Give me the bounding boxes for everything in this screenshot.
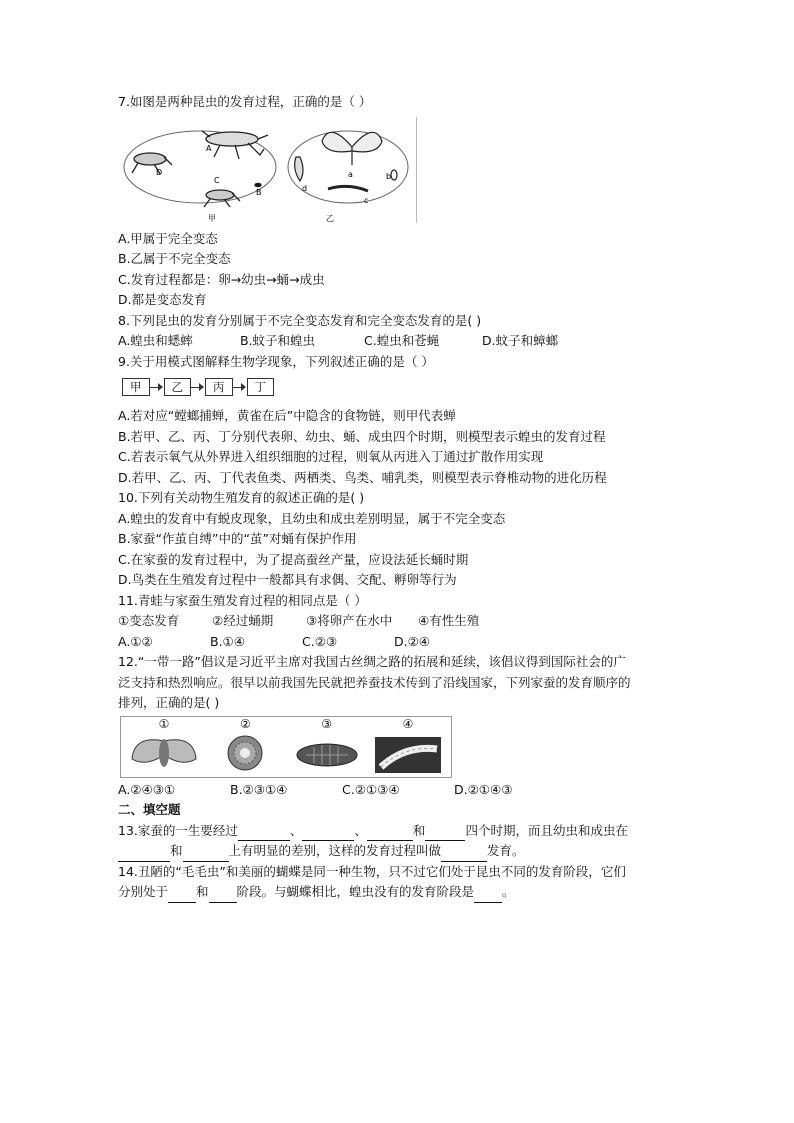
q12-stem-line1: 12.“一带一路”倡议是习近平主席对我国古丝绸之路的拓展和延续，该倡议得到国际社会的广 [118,654,626,669]
answer-blank[interactable] [441,847,487,862]
q10-option-c: C.在家蚕的发育过程中，为了提高蚕丝产量，应设法延长蛹时期 [118,551,469,567]
q11-items [118,611,708,632]
q8-option-a: A.蝗虫和蟋蟀 [118,333,193,348]
q12-option-c: C.②①③④ [342,781,400,797]
label-yi: 乙 [326,213,334,223]
answer-blank[interactable] [183,847,229,862]
q12-silkworm-stages-figure [120,716,452,778]
q13-line2: 和 上有明显的差别，这样的发育过程叫做 发育。 [118,841,708,862]
label-jia: 甲 [208,213,216,223]
arrow-right-icon [150,379,164,395]
svg-text:a: a [348,169,353,179]
q7-diagram [120,117,416,223]
q14-line1: 14.丑陋的“毛毛虫”和美丽的蝴蝶是同一种生物，只不过它们处于昆虫不同的发育阶段，它们 [118,863,626,879]
worksheet [118,92,708,903]
stage-1: ① [125,717,203,777]
q12-option-a: A.②④③① [118,781,176,797]
q10-option-a: A.蝗虫的发育中有蜕皮现象，且幼虫和成虫差别明显，属于不完全变态 [118,510,506,526]
q14-line2: 分别处于 和 阶段。与蝴蝶相比，蝗虫没有的发育阶段是 。 [118,882,708,903]
q8-option-c: C.蝗虫和苍蝇 [364,333,440,348]
q7-option-b: B.乙属于不完全变态 [118,251,231,266]
answer-blank[interactable] [209,888,237,903]
q11-options [118,632,708,653]
q11-stem: 11.青蛙与家蚕生殖发育过程的相同点是（ ） [118,592,367,608]
q11-item-1: ①变态发育 [118,613,180,628]
answer-blank[interactable] [168,888,196,903]
arrow-right-icon [233,379,247,395]
q11-item-2: ②经过蛹期 [212,613,274,628]
answer-blank[interactable] [302,826,354,841]
svg-text:B: B [256,187,262,197]
q7-option-a: A.甲属于完全变态 [118,230,218,246]
stage-2: ② [206,717,284,777]
q10-stem: 10.下列有关动物生殖发育的叙述正确的是( ) [118,490,365,505]
q7-option-d: D.都是变态发育 [118,292,207,307]
larva-on-leaf-icon [373,731,443,775]
q8-option-d: D.蚊子和蟑螂 [482,333,559,348]
q11-option-c: C.②③ [302,633,338,649]
answer-blank[interactable] [425,826,465,841]
q11-option-b: B.①④ [210,633,245,649]
q12-stem-line3: 排列，正确的是( ) [118,695,220,710]
flow-box-ding: 丁 [247,378,275,396]
svg-text:c: c [364,195,369,205]
q7-figure-insect-life-cycles [120,117,417,223]
q9-stem: 9.关于用模式图解释生物学现象，下列叙述正确的是（ ） [118,353,434,369]
answer-blank[interactable] [367,826,413,841]
svg-text:A: A [206,143,212,153]
egg-cluster-icon [210,731,280,775]
answer-blank[interactable] [238,826,290,841]
svg-text:D: D [156,167,163,177]
pupa-icon [292,731,362,775]
q11-option-d: D.②④ [394,633,431,649]
q8-stem: 8.下列昆虫的发育分别属于不完全变态发育和完全变态发育的是( ) [118,312,482,328]
q10-option-d: D.鸟类在生殖发育过程中一般都具有求偶、交配、孵卵等行为 [118,572,457,587]
q12-stem-line2: 泛支持和热烈响应。很早以前我国先民就把养蚕技术传到了沿线国家，下列家蚕的发育顺序的 [118,674,631,690]
arrow-right-icon [191,379,205,395]
q12-options [118,780,708,801]
q7-option-c: C.发育过程都是：卵→幼虫→蛹→成虫 [118,271,325,287]
stage-4: ④ [369,717,447,777]
q11-item-3: ③将卵产在水中 [306,613,393,628]
butterfly-icon [295,132,397,191]
q12-option-d: D.②①④③ [454,781,513,797]
answer-blank[interactable] [118,847,170,862]
answer-blank[interactable] [474,888,502,903]
q7-stem: 7.如图是两种昆虫的发育过程，正确的是（ ） [118,94,372,109]
q8-options [118,331,708,352]
q9-option-c: C.若表示氧气从外界进入组织细胞的过程，则氧从丙进入丁通过扩散作用实现 [118,449,544,464]
q12-option-b: B.②③①④ [230,781,288,797]
q9-option-a: A.若对应“螳螂捕蝉，黄雀在后”中隐含的食物链，则甲代表蝉 [118,408,456,423]
q9-option-b: B.若甲、乙、丙、丁分别代表卵、幼虫、蛹、成虫四个时期，则模型表示蝗虫的发育过程 [118,428,606,444]
flow-box-bing: 丙 [205,378,233,396]
q11-item-4: ④有性生殖 [418,613,480,628]
section-title-fill-in: 二、填空题 [118,802,181,817]
q13-line1: 13.家蚕的一生要经过 、 、 和 四个时期，而且幼虫和成虫在 [118,821,708,842]
q8-option-b: B.蚊子和蝗虫 [240,333,316,348]
q11-option-a: A.①② [118,633,153,649]
stage-3: ③ [288,717,366,777]
q9-flow-diagram [122,378,708,396]
svg-text:C: C [214,175,220,185]
q10-option-b: B.家蚕“作茧自缚”中的“茧”对蛹有保护作用 [118,531,357,546]
silk-moth-icon [129,731,199,775]
svg-text:b: b [386,171,392,181]
svg-text:d: d [302,183,308,193]
flow-box-yi: 乙 [164,378,192,396]
flow-box-jia: 甲 [122,378,150,396]
q9-option-d: D.若甲、乙、丙、丁代表鱼类、两栖类、鸟类、哺乳类，则模型表示脊椎动物的进化历程 [118,469,607,485]
